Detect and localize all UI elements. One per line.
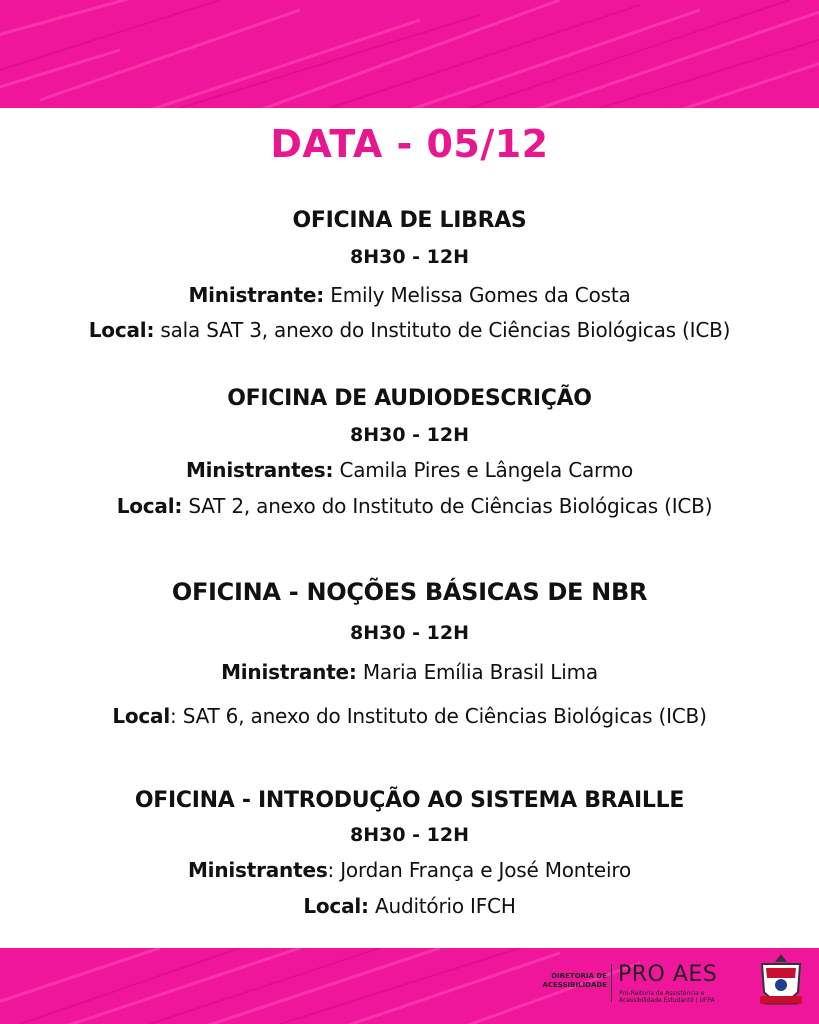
university-crest-icon: [754, 952, 808, 1014]
speaker-name: Camila Pires e Lângela Carmo: [333, 458, 634, 482]
place-label: Local: [112, 704, 171, 728]
session-2-time: 8H30 - 12H: [349, 424, 470, 446]
session-3-speaker: [0, 660, 819, 684]
session-2-speaker: [0, 458, 819, 482]
session-3-place: [0, 704, 819, 728]
proaes-subtitle: Pró-Reitoria de Assistência e Acessibilidade Estudantil | UFPA: [619, 990, 715, 1004]
session-1-place: [0, 318, 819, 342]
speaker-label: Ministrantes: [187, 858, 328, 882]
logo-divider: [611, 964, 612, 1002]
place-name: SAT 2, anexo do Instituto de Ciências Biológicas (ICB): [182, 494, 713, 518]
speaker-label: Ministrante:: [221, 660, 357, 684]
place-name: Auditório IFCH: [368, 894, 516, 918]
place-name: sala SAT 3, anexo do Instituto de Ciências Biológicas (ICB): [154, 318, 731, 342]
speaker-name: Maria Emília Brasil Lima: [356, 660, 598, 684]
session-1-speaker: [0, 283, 819, 307]
place-label: Local:: [303, 894, 369, 918]
session-4-place: [0, 894, 819, 918]
session-1-title: OFICINA DE LIBRAS: [292, 208, 527, 233]
proaes-logo: [618, 962, 717, 987]
session-1-time: 8H30 - 12H: [349, 246, 470, 268]
top-decorative-band: [0, 0, 819, 108]
page-title: DATA - 05/12: [270, 122, 549, 166]
proaes-aes-text: AES: [672, 962, 718, 987]
place-name: : SAT 6, anexo do Instituto de Ciências Biológicas (ICB): [170, 704, 707, 728]
speaker-label: Ministrantes:: [185, 458, 334, 482]
session-4-title: OFICINA - INTRODUÇÃO AO SISTEMA BRAILLE: [134, 788, 685, 813]
place-label: Local:: [116, 494, 183, 518]
speaker-label: Ministrante:: [188, 283, 325, 307]
speaker-name: : Jordan França e José Monteiro: [327, 858, 631, 882]
session-4-speaker: [0, 858, 819, 882]
session-2-place: [5, 494, 819, 518]
session-2-title: OFICINA DE AUDIODESCRIÇÃO: [227, 386, 592, 411]
session-3-title: OFICINA - NOÇÕES BÁSICAS DE NBR: [171, 578, 648, 606]
session-3-time: 8H30 - 12H: [349, 622, 470, 644]
speaker-name: Emily Melissa Gomes da Costa: [324, 283, 631, 307]
directorate-logo-text: DIRETORIA DE ACESSIBILIDADE: [542, 972, 607, 989]
proaes-pro-text: PRO: [618, 962, 666, 987]
place-label: Local:: [88, 318, 155, 342]
session-4-time: 8H30 - 12H: [349, 824, 470, 846]
brush-texture-top: [0, 0, 819, 108]
